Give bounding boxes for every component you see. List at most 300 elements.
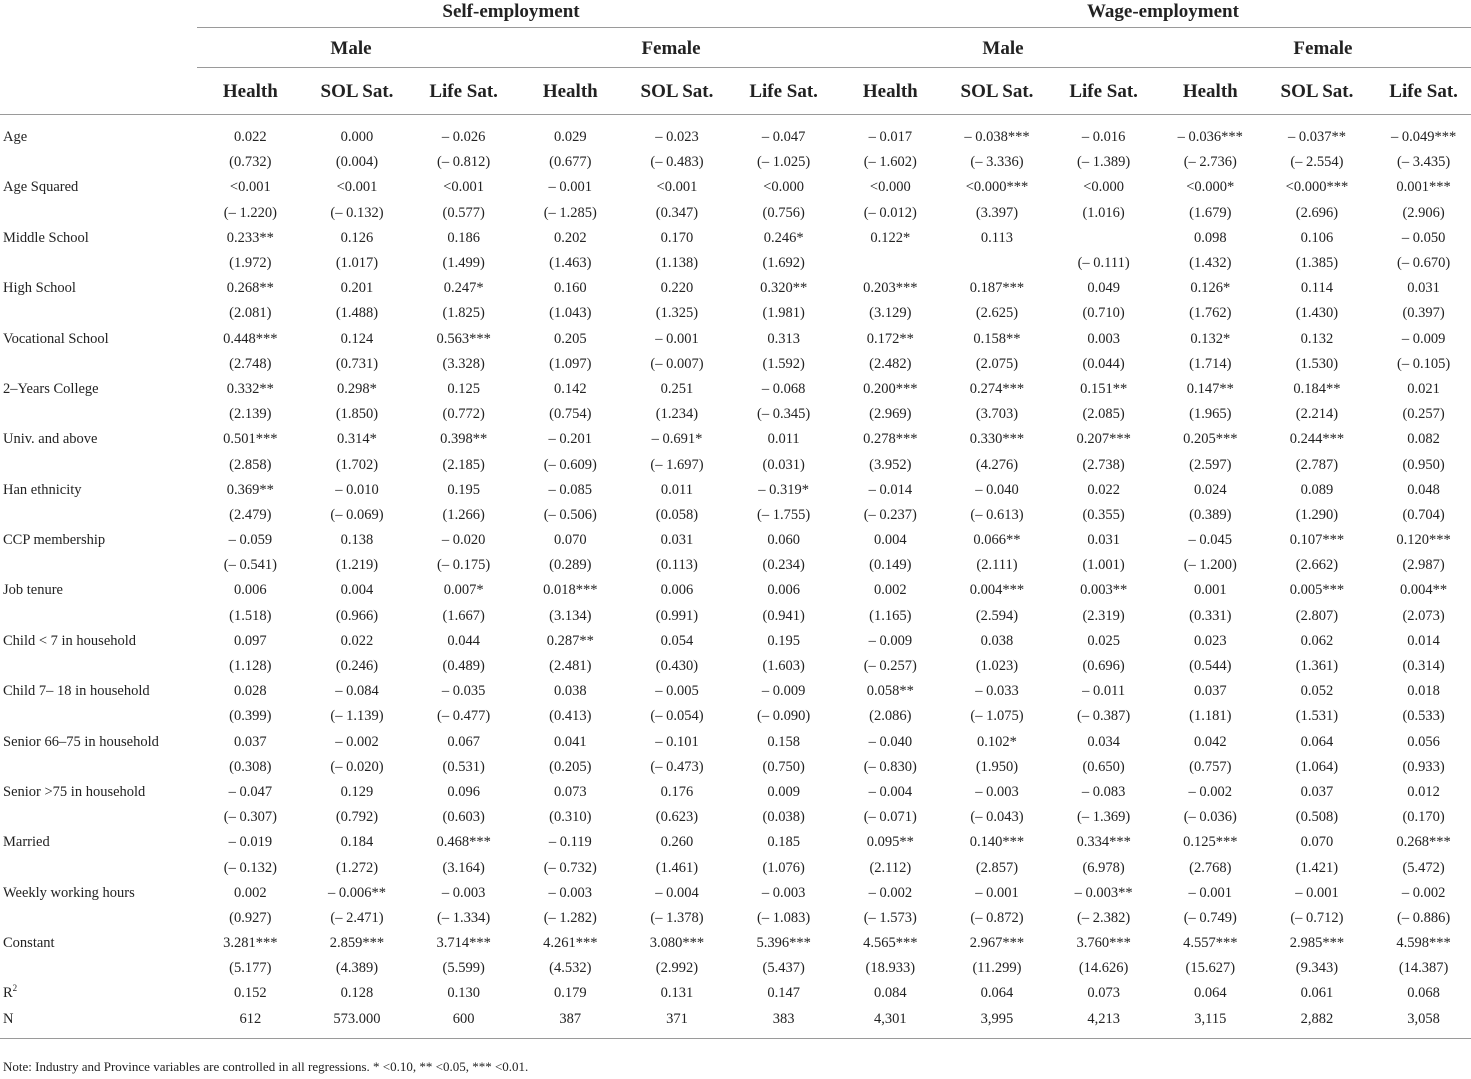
table-cell: 0.140*** [969,834,1025,851]
table-cell: (0.927) [229,909,272,926]
column-header: SOL Sat. [624,68,731,115]
table-cell: (3.703) [975,406,1019,423]
row-label [0,679,197,704]
table-cell: 2.967*** [969,935,1025,952]
table-cell: (2.185) [442,456,485,473]
table-cell: (1.692) [762,255,805,272]
table-cell: (1.679) [1189,204,1232,221]
table-cell: (0.289) [549,557,592,574]
table-cell: (0.489) [442,658,485,675]
table-cell: (– 1.200) [1183,557,1237,574]
table-cell: (0.696) [1082,658,1125,675]
table-cell: 0.052 [1300,683,1334,700]
table-cell: 0.064 [1193,985,1227,1002]
table-cell: (1.128) [229,658,272,675]
table-cell: (– 0.477) [437,708,491,725]
table-cell: 0.448*** [223,330,278,347]
table-cell: 0.004 [874,532,907,549]
row-label-text: CCP membership [3,532,106,549]
table-cell: (0.623) [655,809,699,826]
table-cell: <0.001 [336,179,378,196]
table-cell: (1.016) [1082,204,1125,221]
table-cell: 0.097 [234,632,267,649]
table-cell: (0.257) [1402,406,1445,423]
table-cell: (– 0.483) [650,154,704,171]
table-cell: (1.076) [762,859,805,876]
table-cell: 0.068 [1407,985,1440,1002]
table-row [0,931,1471,956]
table-cell: 0.070 [1300,834,1334,851]
table-row [0,629,1471,654]
table-cell: (1.603) [762,658,805,675]
table-cell: – 0.010 [335,481,379,498]
table-cell: (0.533) [1402,708,1445,725]
table-cell: (3.952) [869,456,912,473]
column-header: SOL Sat. [1264,68,1371,115]
row-label [0,478,197,503]
table-cell: (1.981) [762,305,805,322]
table-row [0,201,1471,226]
table-cell: 0.184** [1293,380,1341,397]
table-row [0,478,1471,503]
table-cell: 387 [517,1007,624,1039]
table-cell: (0.531) [442,758,485,775]
table-cell: (2.992) [655,960,699,977]
table-cell: 0.064 [980,985,1014,1002]
table-cell: (1.097) [549,355,592,372]
table-cell: 0.330*** [969,431,1025,448]
row-label [0,881,197,906]
row-label [0,528,197,553]
table-cell: (0.004) [335,154,379,171]
table-cell: 0.006 [767,582,800,599]
table-cell: (1.043) [549,305,592,322]
table-cell: 0.313 [767,330,800,347]
table-row [0,604,1471,629]
table-cell: (2.594) [975,607,1019,624]
table-cell: (1.430) [1295,305,1339,322]
row-label [0,931,197,956]
table-cell: (2.768) [1189,859,1232,876]
table-cell: 0.067 [447,733,480,750]
table-cell: – 0.084 [335,683,379,700]
table-cell: (– 0.609) [543,456,597,473]
column-header: Life Sat. [730,68,837,115]
row-label-text: Constant [3,935,55,952]
table-cell: (1.001) [1082,557,1125,574]
table-cell: 0.334*** [1076,834,1131,851]
table-cell: (4.389) [335,960,379,977]
table-cell: (2.662) [1295,557,1339,574]
table-cell: (6.978) [1082,859,1125,876]
table-cell: (– 0.506) [543,506,597,523]
table-cell: (– 3.435) [1397,154,1451,171]
table-cell: – 0.047 [761,129,806,146]
table-cell: (1.965) [1189,406,1232,423]
table-cell: 0.004*** [969,582,1025,599]
table-row [0,805,1471,830]
table-row [0,226,1471,251]
table-cell: 0.028 [234,683,267,700]
table-cell: – 0.201 [548,431,593,448]
table-cell: 4,301 [837,1007,944,1039]
table-cell: – 0.035 [441,683,486,700]
table-cell: (2.481) [549,658,592,675]
table-cell: – 0.011 [1082,683,1126,700]
table-cell: 0.120*** [1396,532,1451,549]
table-row [0,150,1471,175]
row-label [0,402,197,427]
table-cell: (2.319) [1082,607,1125,624]
table-cell: – 0.017 [868,129,913,146]
table-cell: (0.170) [1402,809,1445,826]
table-cell: – 0.019 [228,834,273,851]
row-label [0,452,197,477]
table-cell: 4,213 [1050,1007,1157,1039]
table-cell: (0.756) [762,204,805,221]
table-cell: (2.139) [229,406,272,423]
row-label [0,956,197,981]
table-cell: (3.129) [869,305,912,322]
table-cell: 0.041 [553,733,587,750]
table-row [0,730,1471,755]
table-cell: (4.532) [549,960,592,977]
table-cell: 4.565*** [863,935,918,952]
table-cell: 4.557*** [1183,935,1238,952]
table-cell: (0.650) [1082,758,1125,775]
table-cell: 0.006 [660,582,694,599]
table-cell: (– 0.054) [650,708,704,725]
table-cell: 0.158 [767,733,800,750]
table-cell: (– 1.220) [223,204,277,221]
table-cell: 3.760*** [1076,935,1131,952]
table-cell: (4.276) [975,456,1019,473]
table-cell: (– 2.554) [1290,154,1344,171]
table-row [0,755,1471,780]
table-cell: – 0.004 [655,884,699,901]
row-label-text: Age [3,129,28,146]
row-label [0,377,197,402]
table-row [0,276,1471,301]
table-cell: 3,115 [1157,1007,1264,1039]
table-cell: (0.430) [655,658,699,675]
table-cell: 0.152 [234,985,267,1002]
table-cell: (2.696) [1295,204,1339,221]
table-cell: 0.060 [767,532,800,549]
table-cell: 0.073 [553,783,587,800]
table-cell: – 0.004 [868,783,913,800]
table-cell: (1.266) [442,506,485,523]
table-cell: – 0.038*** [964,129,1030,146]
row-label-text: Han ethnicity [3,481,82,498]
table-cell: 0.220 [660,280,694,297]
table-cell: 0.107*** [1289,532,1345,549]
table-cell: 612 [197,1007,304,1039]
table-row [0,503,1471,528]
table-cell: 4.261*** [543,935,598,952]
table-cell: (2.597) [1189,456,1232,473]
table-cell: (1.488) [335,305,379,322]
row-label [0,1007,197,1039]
table-cell: 0.398** [440,431,488,448]
table-cell: (0.732) [229,154,272,171]
table-cell: 0.000 [340,129,374,146]
table-cell: (1.667) [442,607,485,624]
table-cell: 4.598*** [1396,935,1451,952]
row-label [0,578,197,603]
table-cell: 0.082 [1407,431,1440,448]
table-cell: 0.005*** [1289,582,1345,599]
table-cell: (1.518) [229,607,272,624]
table-cell: – 0.033 [975,683,1019,700]
table-cell: – 0.040 [975,481,1019,498]
table-cell: 0.004 [340,582,374,599]
table-cell: (1.825) [442,305,485,322]
table-cell: 0.025 [1087,632,1120,649]
table-cell: <0.000* [1186,179,1235,196]
table-cell: <0.000 [763,179,805,196]
table-cell: – 0.002 [1188,783,1233,800]
table-cell: (0.246) [335,658,379,675]
header-corner [0,68,197,115]
table-cell: 0.176 [660,783,694,800]
table-cell: (– 0.830) [863,758,917,775]
table-cell: (1.530) [1295,355,1339,372]
table-cell: 0.011 [767,431,800,448]
table-cell: 0.002 [874,582,907,599]
table-cell: (0.966) [335,607,379,624]
table-cell: (2.987) [1402,557,1445,574]
table-row [0,327,1471,352]
table-cell: 0.172** [866,330,914,347]
table-cell: 0.018*** [543,582,598,599]
column-header: Life Sat. [1050,68,1157,115]
table-cell: 0.203*** [863,280,918,297]
table-cell: – 0.001 [1295,884,1339,901]
table-cell: (– 1.083) [757,909,811,926]
row-label-superscript: 2 [12,983,18,994]
table-row [0,654,1471,679]
table-cell: 0.268** [226,280,274,297]
row-label-text: Married [3,834,50,851]
table-cell: (– 0.812) [437,154,491,171]
table-cell: 0.070 [553,532,587,549]
table-cell: (1.064) [1295,758,1339,775]
table-cell: – 0.003 [548,884,593,901]
row-label-text: N [3,1010,14,1027]
table-cell: 0.468*** [436,834,491,851]
table-cell: (1.017) [335,255,379,272]
table-cell: (1.499) [442,255,485,272]
table-cell: (– 1.369) [1077,809,1131,826]
table-cell: – 0.009 [761,683,806,700]
table-row [0,352,1471,377]
table-cell: 0.207*** [1076,431,1131,448]
table-cell: 3,995 [944,1007,1051,1039]
table-row [0,881,1471,906]
table-cell: 0.125 [447,380,480,397]
table-cell: 0.501*** [223,431,278,448]
table-cell: 0.003** [1080,582,1128,599]
table-cell: (– 0.043) [970,809,1024,826]
table-cell: – 0.036*** [1177,129,1243,146]
table-cell: – 0.001 [975,884,1019,901]
table-cell: (– 0.175) [437,557,491,574]
row-label [0,352,197,377]
table-cell: (15.627) [1185,960,1236,977]
table-cell: 0.006 [234,582,267,599]
column-header: Health [197,68,304,115]
table-cell: – 0.014 [868,481,913,498]
table-cell: – 0.002 [868,884,913,901]
table-cell [837,251,944,276]
table-cell: 0.012 [1407,783,1440,800]
table-cell: (0.731) [335,355,379,372]
table-cell: 0.002 [234,884,267,901]
table-cell: (0.389) [1189,506,1232,523]
table-cell: 0.018 [1407,683,1440,700]
row-label [0,629,197,654]
row-label-text: Weekly working hours [3,884,135,901]
table-cell: (0.149) [869,557,912,574]
table-cell: (0.058) [655,506,699,523]
table-cell: 0.098 [1193,229,1227,246]
table-cell: <0.000*** [1285,179,1349,196]
table-cell: – 0.003 [761,884,806,901]
table-cell: (2.075) [975,355,1019,372]
table-cell: (5.177) [229,960,272,977]
table-cell: (0.038) [762,809,805,826]
table-cell: (0.772) [442,406,485,423]
table-cell: (2.111) [976,557,1018,574]
table-cell: (– 0.012) [863,204,917,221]
table-row [0,301,1471,326]
row-label [0,327,197,352]
table-row [0,175,1471,200]
table-cell: 0.089 [1300,481,1334,498]
table-cell: – 0.049*** [1390,129,1457,146]
row-label-text: Age Squared [3,179,79,196]
table-cell: (1.165) [869,607,912,624]
table-cell: 0.049 [1087,280,1120,297]
table-cell: (– 1.378) [650,909,704,926]
table-cell: (2.086) [869,708,912,725]
table-cell: 0.233** [226,229,274,246]
table-cell: (1.432) [1189,255,1232,272]
table-cell: (– 0.237) [863,506,917,523]
column-header: Life Sat. [1370,68,1471,115]
row-label-text: Univ. and above [3,431,98,448]
table-cell: – 0.001 [548,179,593,196]
table-cell: (3.328) [442,355,485,372]
table-cell: (0.933) [1402,758,1445,775]
table-cell: (– 0.036) [1183,809,1237,826]
table-cell: 0.038 [980,632,1014,649]
table-note: Note: Industry and Province variables are controlled in all regressions. * <0.10, ** <0.05, *** <0.01. [3,1059,529,1074]
table-cell: 0.320** [760,280,808,297]
table-cell: (1.023) [975,658,1019,675]
table-cell: (– 1.282) [543,909,597,926]
table-cell: (0.347) [655,204,699,221]
table-cell: (– 0.020) [330,758,384,775]
table-cell: (– 1.697) [650,456,704,473]
table-cell: 0.064 [1300,733,1334,750]
row-label-text: Child 7– 18 in household [3,683,150,700]
table-cell: (0.577) [442,204,485,221]
table-cell: (0.710) [1082,305,1125,322]
row-label-text: 2–Years College [3,380,99,397]
table-cell: (0.205) [549,758,592,775]
header-group-wage-employment: Wage-employment [837,0,1471,28]
table-cell: – 0.003** [1074,884,1133,901]
table-cell: 0.205 [553,330,587,347]
table-cell: (– 1.285) [543,204,597,221]
table-cell: – 0.119 [548,834,592,851]
table-cell: (1.850) [335,406,379,423]
table-cell: (1.290) [1295,506,1339,523]
table-cell: 0.202 [553,229,587,246]
table-cell: 0.048 [1407,481,1440,498]
table-cell: 3.714*** [436,935,491,952]
table-row [0,115,1471,151]
column-header: SOL Sat. [304,68,411,115]
table-cell: (– 0.473) [650,758,704,775]
table-cell: <0.000*** [965,179,1029,196]
table-cell: (– 0.732) [543,859,597,876]
table-cell: 0.298* [337,380,377,397]
table-cell: (2.479) [229,506,272,523]
table-cell [944,251,1051,276]
table-cell: 0.007* [443,582,484,599]
table-cell: (1.972) [229,255,272,272]
row-label [0,226,197,251]
header-corner [0,0,197,28]
table-cell: (– 1.602) [863,154,917,171]
table-cell: 0.195 [767,632,800,649]
table-cell: 3.281*** [223,935,278,952]
table-cell: (– 1.334) [437,909,491,926]
table-cell: 0.113 [980,229,1014,246]
table-row [0,780,1471,805]
table-cell: (2.482) [869,355,912,372]
table-cell: 0.022 [340,632,374,649]
row-label [0,427,197,452]
row-label [0,730,197,755]
table-cell: (2.969) [869,406,912,423]
table-cell: (1.702) [335,456,379,473]
table-cell [1050,226,1157,251]
table-cell: 0.031 [1087,532,1120,549]
table-cell: (1.421) [1295,859,1339,876]
row-label [0,301,197,326]
table-cell: 0.130 [447,985,480,1002]
row-label-text: R [3,985,13,1002]
table-cell: 0.244*** [1289,431,1345,448]
table-cell: – 0.001 [655,330,699,347]
table-cell: (– 0.749) [1183,909,1237,926]
table-cell: (– 0.387) [1077,708,1131,725]
table-cell: (14.626) [1078,960,1129,977]
table-cell: 0.037 [234,733,267,750]
table-cell: (0.704) [1402,506,1445,523]
row-label [0,503,197,528]
table-cell: (2.214) [1295,406,1339,423]
table-cell: (0.413) [549,708,592,725]
row-label-text: Child < 7 in household [3,632,137,649]
table-cell: 0.200*** [863,380,918,397]
table-cell: 0.160 [553,280,587,297]
table-cell: (2.738) [1082,456,1125,473]
